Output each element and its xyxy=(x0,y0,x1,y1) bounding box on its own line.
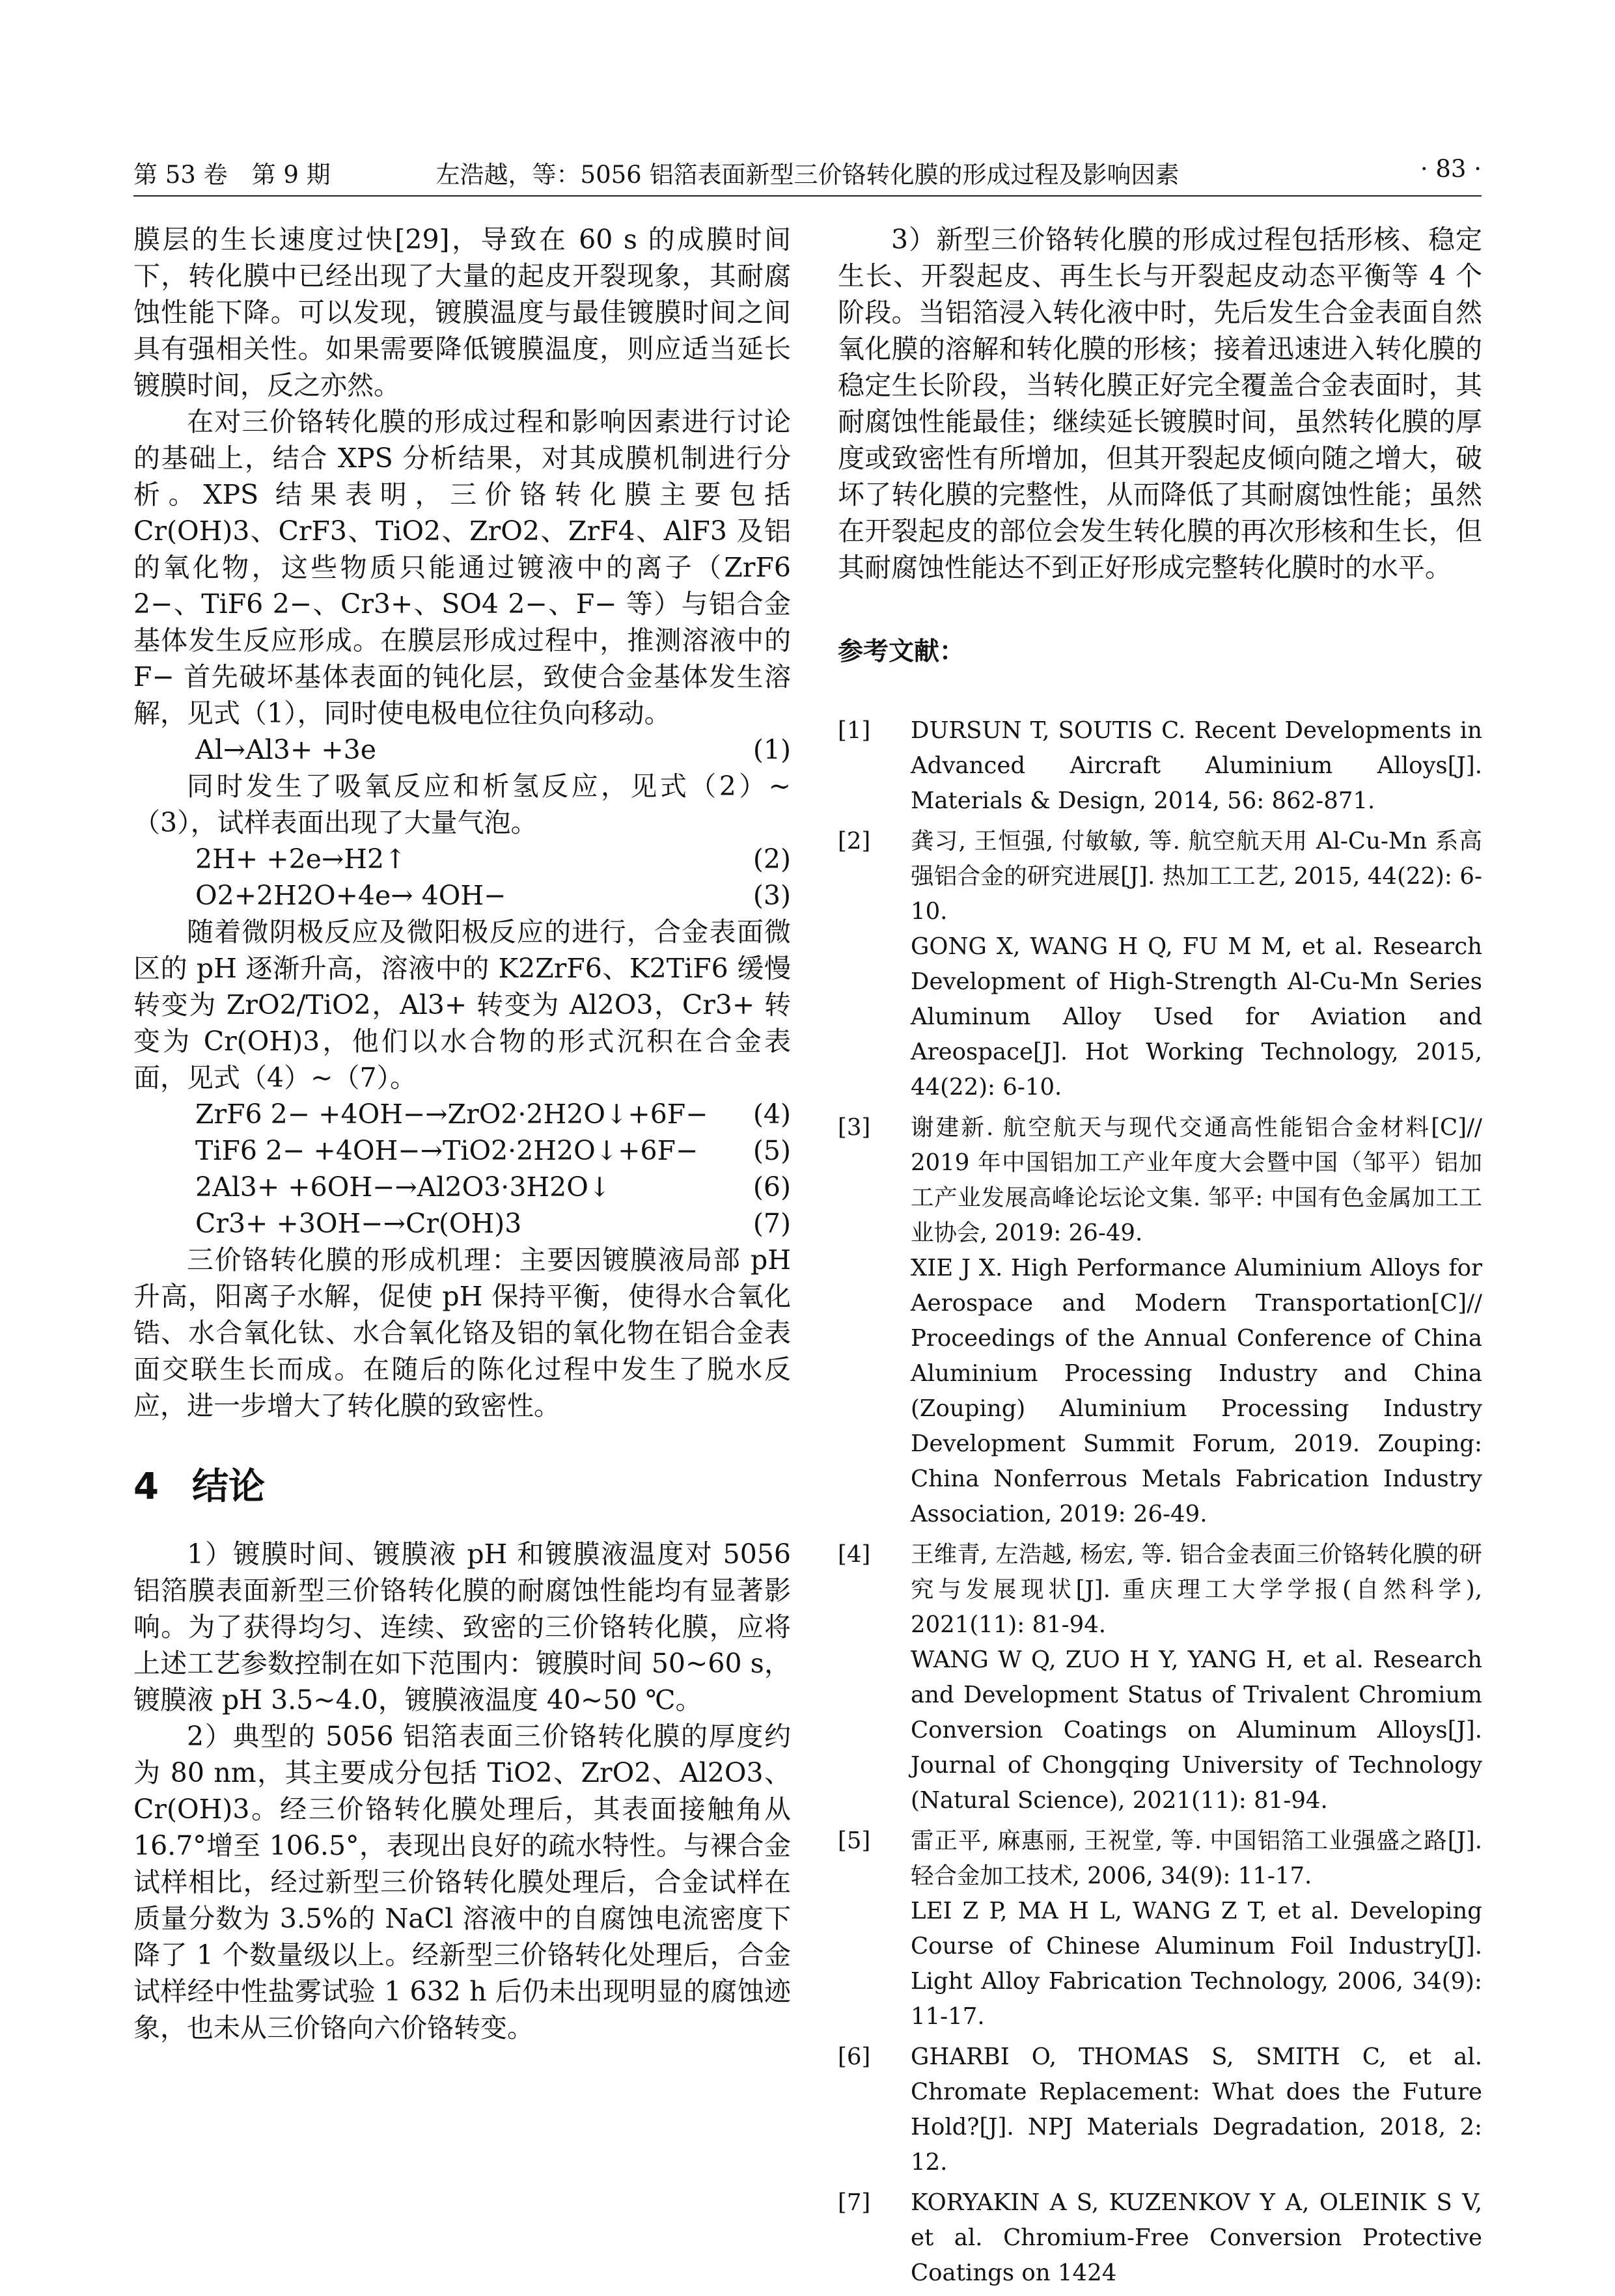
reference-text: WANG W Q, ZUO H Y, YANG H, et al. Research and Development Status of Trivalent Chromium Conversion Coatings on Aluminum Alloys[J]. Journal of Chongqing University of Technology (Natural Science), 2021(11): 81-94. xyxy=(911,1647,1482,1814)
reference-number: [4] xyxy=(838,1541,871,1568)
paragraph: 随着微阴极反应及微阳极反应的进行，合金表面微区的 pH 逐渐升高，溶液中的 K2ZrF6、K2TiF6 缓慢转变为 ZrO2/TiO2，Al3+ 转变为 Al2O3，Cr3+ 转变为 Cr(OH)3，他们以水合物的形式沉积在合金表面，见式（4）~（7）。 xyxy=(133,916,791,1093)
reference-text: XIE J X. High Performance Aluminium Alloys for Aerospace and Modern Transportation[C]// Proceedings of the Annual Conference of China Aluminium Processing Industry and China (Zouping) Aluminium Processing Industry Development Summit Forum, 2019. Zouping: China Nonferrous Metals Fabrication Industry Association, 2019: 26-49. xyxy=(911,1255,1482,1527)
reference-item xyxy=(838,2040,1482,2180)
running-head xyxy=(133,155,1482,194)
equation-text: Al→Al3+ +3e xyxy=(195,734,376,765)
equation-1 xyxy=(133,731,791,768)
reference-item xyxy=(838,2185,1482,2291)
reference-text: 雷正平, 麻惠丽, 王祝堂, 等. 中国铝箔工业强盛之路[J]. 轻合金加工技术, 2006, 34(9): 11-17. xyxy=(911,1827,1482,1889)
equation-6 xyxy=(133,1169,791,1205)
volume-issue: 第 53 卷 第 9 期 xyxy=(133,161,331,189)
right-column xyxy=(838,221,1482,2296)
reference-text: DURSUN T, SOUTIS C. Recent Developments in Advanced Aircraft Aluminium Alloys[J]. Materials & Design, 2014, 56: 862-871. xyxy=(911,717,1482,814)
page-number: · 83 · xyxy=(1420,155,1482,183)
paragraph: 膜层的生长速度过快[29]，导致在 60 s 的成膜时间下，转化膜中已经出现了大量的起皮开裂现象，其耐腐蚀性能下降。可以发现，镀膜温度与最佳镀膜时间之间具有强相关性。如果需要降低镀膜温度，则应适当延长镀膜时间，反之亦然。 xyxy=(133,224,791,401)
equation-number: (6) xyxy=(752,1171,791,1203)
equation-2 xyxy=(133,841,791,877)
paragraph: 同时发生了吸氧反应和析氢反应，见式（2）~（3），试样表面出现了大量气泡。 xyxy=(133,771,791,838)
equation-number: (3) xyxy=(752,880,791,911)
reference-item xyxy=(838,1824,1482,2034)
references-heading: 参考文献： xyxy=(838,637,965,666)
reference-text: KORYAKIN A S, KUZENKOV Y A, OLEINIK S V, et al. Chromium-Free Conversion Protective Coatings on 1424 xyxy=(911,2189,1482,2286)
equation-text: TiF6 2− +4OH−→TiO2·2H2O↓+6F− xyxy=(195,1135,698,1166)
reference-text: 谢建新. 航空航天与现代交通高性能铝合金材料[C]// 2019 年中国铝加工产业年度大会暨中国（邹平）铝加工产业发展高峰论坛论文集. 邹平: 中国有色金属加工工业协会, 2019: 26-49. xyxy=(911,1114,1482,1246)
reference-item xyxy=(838,713,1482,819)
equation-5 xyxy=(133,1132,791,1169)
running-title: 左浩越，等：5056 铝箔表面新型三价铬转化膜的形成过程及影响因素 xyxy=(435,161,1180,189)
equation-7 xyxy=(133,1205,791,1242)
reference-number: [5] xyxy=(838,1827,871,1854)
equation-number: (1) xyxy=(752,734,791,765)
conclusion-3: 3）新型三价铬转化膜的形成过程包括形核、稳定生长、开裂起皮、再生长与开裂起皮动态平衡等 4 个阶段。当铝箔浸入转化液中时，先后发生合金表面自然氧化膜的溶解和转化膜的形核；接着迅速进入转化膜的稳定生长阶段，当转化膜正好完全覆盖合金表面时，其耐腐蚀性能最佳；继续延长镀膜时间，虽然转化膜的厚度或致密性有所增加，但其开裂起皮倾向随之增大，破坏了转化膜的完整性，从而降低了其耐腐蚀性能；虽然在开裂起皮的部位会发生转化膜的再次形核和生长，但其耐腐蚀性能达不到正好形成完整转化膜时的水平。 xyxy=(838,224,1482,583)
equation-number: (4) xyxy=(752,1099,791,1130)
paragraph: 三价铬转化膜的形成机理：主要因镀膜液局部 pH 升高，阳离子水解，促使 pH 保持平衡，使得水合氧化锆、水合氧化钛、水合氧化铬及铝的氧化物在铝合金表面交联生长而成。在随后的陈化过程中发生了脱水反应，进一步增大了转化膜的致密性。 xyxy=(133,1244,791,1421)
paragraph: 在对三价铬转化膜的形成过程和影响因素进行讨论的基础上，结合 XPS 分析结果，对其成膜机制进行分析。XPS 结果表明，三价铬转化膜主要包括 Cr(OH)3、CrF3、TiO2、ZrO2、ZrF4、AlF3 及铝的氧化物，这些物质只能通过镀液中的离子（ZrF6 2−、TiF6 2−、Cr3+、SO4 2−、F− 等）与铝合金基体发生反应形成。在膜层形成过程中，推测溶液中的 F− 首先破坏基体表面的钝化层，致使合金基体发生溶解，见式（1），同时使电极电位往负向移动。 xyxy=(133,406,791,729)
reference-number: [3] xyxy=(838,1114,871,1141)
left-column xyxy=(133,221,791,2046)
reference-item xyxy=(838,824,1482,1105)
equation-text: 2H+ +2e→H2↑ xyxy=(195,843,407,875)
reference-number: [2] xyxy=(838,828,871,854)
reference-number: [1] xyxy=(838,717,871,744)
reference-list xyxy=(838,713,1482,2291)
conclusion-2: 2）典型的 5056 铝箔表面三价铬转化膜的厚度约为 80 nm，其主要成分包括 TiO2、ZrO2、Al2O3、Cr(OH)3。经三价铬转化膜处理后，其表面接触角从 16.7°增至 106.5°，表现出良好的疏水特性。与裸合金试样相比，经过新型三价铬转化膜处理后，合金试样在质量分数为 3.5%的 NaCl 溶液中的自腐蚀电流密度下降了 1 个数量级以上。经新型三价铬转化处理后，合金试样经中性盐雾试验 1 632 h 后仍未出现明显的腐蚀迹象，也未从三价铬向六价铬转变。 xyxy=(133,1721,791,2043)
reference-item xyxy=(838,1537,1482,1818)
equation-3 xyxy=(133,877,791,914)
conclusion-1: 1）镀膜时间、镀膜液 pH 和镀膜液温度对 5056 铝箔膜表面新型三价铬转化膜的耐腐蚀性能均有显著影响。为了获得均匀、连续、致密的三价铬转化膜，应将上述工艺参数控制在如下范围内：镀膜时间 50~60 s，镀膜液 pH 3.5~4.0，镀膜液温度 40~50 ℃。 xyxy=(133,1538,791,1715)
reference-number: [7] xyxy=(838,2189,871,2216)
section-heading xyxy=(133,1458,791,1510)
header-rule xyxy=(133,195,1482,197)
equation-number: (7) xyxy=(752,1208,791,1239)
reference-text: GONG X, WANG H Q, FU M M, et al. Research Development of High-Strength Al-Cu-Mn Series Aluminum Alloy Used for Aviation and Areospace[J]. Hot Working Technology, 2015, 44(22): 6-10. xyxy=(911,933,1482,1100)
reference-text: 龚习, 王恒强, 付敏敏, 等. 航空航天用 Al-Cu-Mn 系高强铝合金的研究进展[J]. 热加工工艺, 2015, 44(22): 6-10. xyxy=(911,828,1482,925)
equation-number: (5) xyxy=(752,1135,791,1166)
equation-4 xyxy=(133,1096,791,1132)
equation-text: Cr3+ +3OH−→Cr(OH)3 xyxy=(195,1208,522,1239)
equation-text: 2Al3+ +6OH−→Al2O3·3H2O↓ xyxy=(195,1171,611,1203)
reference-item xyxy=(838,1110,1482,1532)
equation-text: ZrF6 2− +4OH−→ZrO2·2H2O↓+6F− xyxy=(195,1099,708,1130)
equation-number: (2) xyxy=(752,843,791,875)
reference-text: 王维青, 左浩越, 杨宏, 等. 铝合金表面三价铬转化膜的研究与发展现状[J]. 重庆理工大学学报(自然科学), 2021(11): 81-94. xyxy=(911,1541,1482,1638)
section-title: 结论 xyxy=(192,1466,265,1508)
reference-text: LEI Z P, MA H L, WANG Z T, et al. Developing Course of Chinese Aluminum Foil Industry[J]. Light Alloy Fabrication Technology, 2006, 34(9): 11-17. xyxy=(911,1898,1482,2030)
section-number: 4 xyxy=(133,1466,159,1508)
reference-number: [6] xyxy=(838,2043,871,2070)
equation-text: O2+2H2O+4e→ 4OH− xyxy=(195,880,506,911)
reference-text: GHARBI O, THOMAS S, SMITH C, et al. Chromate Replacement: What does the Future Hold?[J]. NPJ Materials Degradation, 2018, 2: 12. xyxy=(911,2043,1482,2176)
